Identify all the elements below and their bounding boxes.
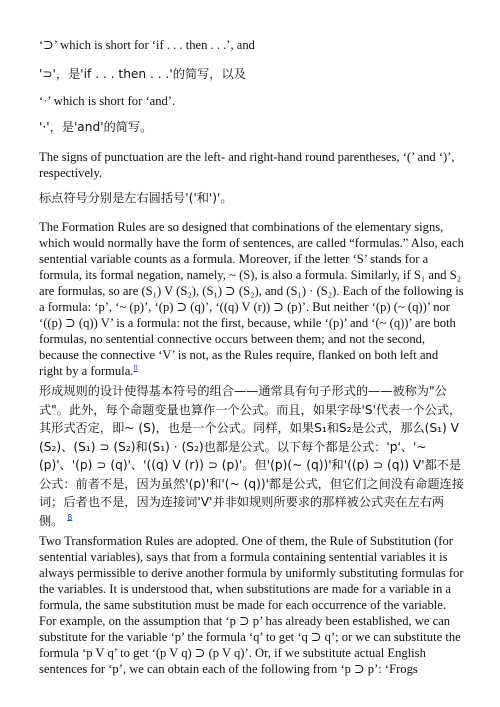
formation-rules-zh-text: 形成规则的设计使得基本符号的组合——通常具有句子形式的——被称为"公式"。此外，每个命题变量也算作一个公式。而且，如果字母'S'代表一个公式，其形式否定，即~ (S)，也是一个公式。同样，如果S₁和S₂是公式，那么(S₁) V (S₂)、(S₁) ⊃ (S₂)和(S₁) · (S₂)也都是公式。以下每个都是公式：'p'、'~ (p)'、'(p) ⊃ (q)'、'((q) V (r)) ⊃ (p)'。但'(p)(~ (q))'和'((p) ⊃ (q)) V'都不是公式：前者不是，因为虽然'(p)'和'(~ (q))'都是公式，但它们之间没有命题连接词；后者也不是，因为连接词'V'并非如规则所要求的那样被公式夹在左右两侧。 <box>39 384 464 528</box>
formation-rules-text: The Formation Rules are so designed that combinations of the elementary signs, which would normally have the form of sentences, are called “formulas.” Also, each sentential variable counts as a formula. Moreover, if the letter ‘S’ stands for a formula, its formal negation, namely, ~ (S), is also a formula. Similarly, if S₁ and S₂ are formulas, so are (S₁) V (S₂), (S₁) ⊃ (S₂), and (S₁) · (S₂). Each of the following is a formula: ‘p’, ‘~ (p)’, ‘(p) ⊃ (q)’, ‘((q) V (r)) ⊃ (p)’. But neither ‘(p) (~ (q))’ nor ‘((p) ⊃ (q)) V’ is a formula: not the first, because, while ‘(p)’ and ‘(~ (q))’ are both formulas, no sentential connective occurs between them; and not the second, because the connective ‘V’ is not, as the Rules require, flanked on both left and right by a formula. <box>39 220 464 378</box>
footnote-link[interactable]: 8 <box>133 362 138 372</box>
paragraph-zh-conjunction: '·'，是'and'的简写。 <box>39 120 153 134</box>
paragraph-en-punctuation: The signs of punctuation are the left- and right-hand round parentheses, ‘(’ and ‘)’, respectively. <box>39 150 455 180</box>
footnote-link[interactable]: 8 <box>67 512 73 522</box>
paragraph-en-formation-rules <box>39 219 465 379</box>
paragraph-en-transformation-rules: Two Transformation Rules are adopted. One of them, the Rule of Substitution (for sentential variables), says that from a formula containing sentential variables it is always permissible to derive another formula by uniformly substituting formulas for the variables. It is understood that, when substitutions are made for a variable in a formula, the same substitution must be made for each occurrence of the variable. For example, on the assumption that ‘p ⊃ p’ has already been established, we can substitute for the variable ‘p’ the formula ‘q’ to get ‘q ⊃ q’; or we can substitute the formula ‘p V q’ to get ‘(p V q) ⊃ (p V q)’. Or, if we substitute actual English sentences for ‘p’, we can obtain each of the following from ‘p ⊃ p’: ‘Frogs <box>39 534 464 676</box>
paragraph-zh-implication: '⊃'，是'if . . . then . . .'的简写，以及 <box>39 67 246 81</box>
paragraph-zh-punctuation: 标点符号分别是左右圆括号'('和')'。 <box>39 191 233 205</box>
paragraph-en-implication: ‘⊃’ which is short for ‘if . . . then . . .’, and <box>39 38 255 52</box>
paragraph-en-conjunction: ‘·’ which is short for ‘and’. <box>39 94 176 108</box>
paragraph-zh-formation-rules <box>39 382 465 530</box>
